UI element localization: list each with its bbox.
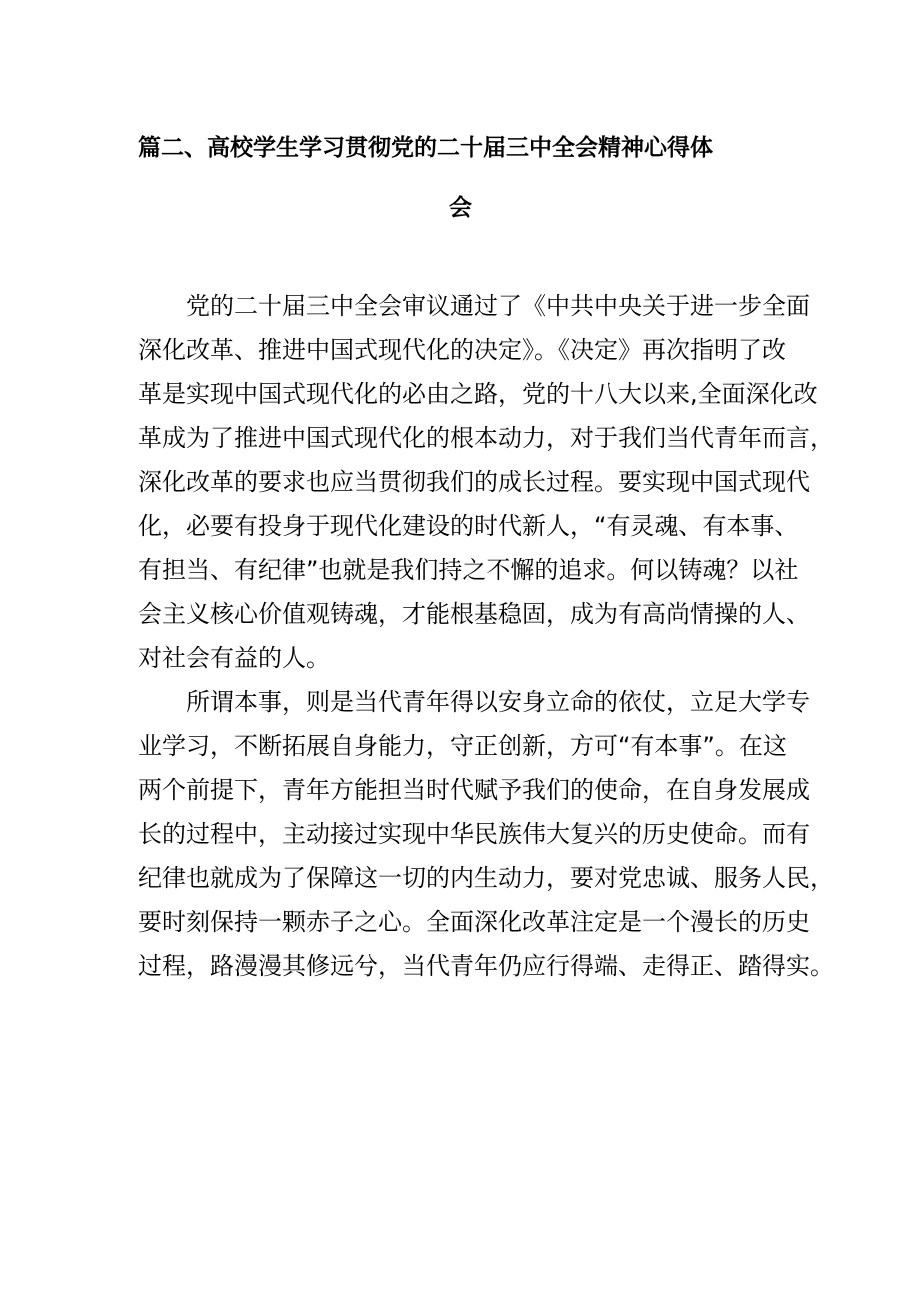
paragraph-2-line-4: 长的过程中，主动接过实现中华民族伟大复兴的历史使命。而有	[138, 820, 810, 848]
paragraph-1-line-2: 深化改革、推进中国式现代化的决定》。《决定》再次指明了改	[138, 336, 786, 364]
paragraph-1-line-3: 革是实现中国式现代化的必由之路，党的十八大以来,全面深化改	[138, 380, 818, 408]
paragraph-2-line-5: 纪律也就成为了保障这一切的内生动力，要对党忠诚、服务人民，	[138, 864, 834, 892]
paragraph-1-line-1: 党的二十届三中全会审议通过了《中共中央关于进一步全面	[186, 292, 810, 320]
paragraph-1-line-4: 革成为了推进中国式现代化的根本动力，对于我们当代青年而言，	[138, 424, 834, 452]
paragraph-2-line-1: 所谓本事，则是当代青年得以安身立命的依仗，立足大学专	[186, 688, 810, 716]
paragraph-1-line-6: 化，必要有投身于现代化建设的时代新人，“有灵魂、有本事、	[138, 512, 799, 540]
paragraph-1-line-9: 对社会有益的人。	[138, 644, 330, 672]
document-title-line-1: 篇二、高校学生学习贯彻党的二十届三中全会精神心得体	[138, 135, 713, 161]
paragraph-1-line-7: 有担当、有纪律”也就是我们持之不懈的追求。何以铸魂？以社	[138, 556, 799, 584]
paragraph-2-line-6: 要时刻保持一颗赤子之心。全面深化改革注定是一个漫长的历史	[138, 908, 810, 936]
paragraph-1-line-8: 会主义核心价值观铸魂，才能根基稳固，成为有高尚情操的人、	[138, 600, 810, 628]
paragraph-2-line-2: 业学习，不断拓展自身能力，守正创新，方可“有本事”。在这	[138, 732, 787, 760]
paragraph-2-line-7: 过程，路漫漫其修远兮，当代青年仍应行得端、走得正、踏得实。	[138, 952, 834, 980]
paragraph-2-line-3: 两个前提下，青年方能担当时代赋予我们的使命，在自身发展成	[138, 776, 810, 804]
paragraph-1-line-5: 深化改革的要求也应当贯彻我们的成长过程。要实现中国式现代	[138, 468, 810, 496]
document-title-line-2: 会	[449, 195, 472, 221]
